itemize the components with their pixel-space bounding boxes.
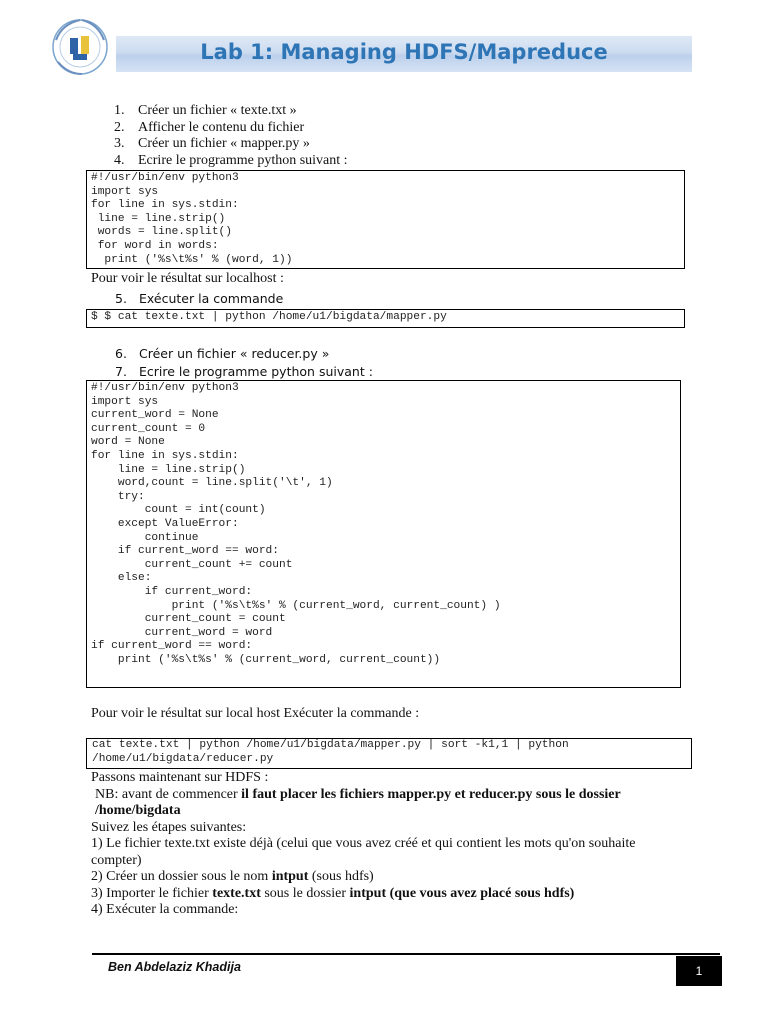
page-number: 1 xyxy=(676,956,722,986)
list-item: 3. Créer un fichier « mapper.py » xyxy=(114,136,310,151)
list-item: 7. Ecrire le programme python suivant : xyxy=(115,364,373,379)
list-item: 5. Exécuter la commande xyxy=(115,291,284,306)
follow-steps: Suivez les étapes suivantes: xyxy=(91,819,247,835)
title-banner xyxy=(116,36,692,72)
list-item: 1. Créer un fichier « texte.txt » xyxy=(114,103,297,118)
mapper-code-box xyxy=(86,170,685,269)
nb-note: NB: avant de commencer il faut placer les fichiers mapper.py et reducer.py sous le dossier /home/bigdata xyxy=(95,786,621,818)
footer-divider xyxy=(92,953,720,955)
command-box-2 xyxy=(86,738,692,769)
page-title: Lab 1: Managing HDFS/Mapreduce xyxy=(200,40,608,64)
hdfs-item-3: 3) Importer le fichier texte.txt sous le dossier intput (que vous avez placé sous hdfs) xyxy=(91,885,575,901)
hdfs-item-2: 2) Créer un dossier sous le nom intput (sous hdfs) xyxy=(91,869,374,884)
localhost-text-1: Pour voir le résultat sur localhost : xyxy=(91,271,284,286)
hdfs-item-4: 4) Exécuter la commande: xyxy=(91,902,239,917)
list-item: 6. Créer un fichier « reducer.py » xyxy=(115,346,330,361)
step-5 xyxy=(115,291,283,307)
reducer-code: #!/usr/bin/env python3 import sys current_word = None current_count = 0 word = None for line in sys.stdin: line = line.strip() word,count = line.split('\t', 1) try: count = int(count) except ValueError: continue if current_word == word: current_count += count else: if current_word: print ('%s\t%s' % (current_word, current_count) ) current_count = count current_word = word if current_word == word: print ('%s\t%s' % (current_word, current_count)) xyxy=(91,382,501,666)
command-2: cat texte.txt | python /home/u1/bigdata/mapper.py | sort -k1,1 | python /home/u1/bigdata/reducer.py xyxy=(92,739,569,765)
mapper-code: #!/usr/bin/env python3 import sys for line in sys.stdin: line = line.strip() words = line.split() for word in words: print ('%s\t%s' % (word, 1)) xyxy=(91,172,293,266)
footer-author: Ben Abdelaziz Khadija xyxy=(108,960,241,974)
reducer-code-box xyxy=(86,380,681,688)
command-1: $ $ cat texte.txt | python /home/u1/bigdata/mapper.py xyxy=(91,311,447,323)
command-box-1 xyxy=(86,309,685,328)
steps-list-a xyxy=(114,103,674,169)
hdfs-intro: Passons maintenant sur HDFS : xyxy=(91,770,269,785)
localhost-text-2: Pour voir le résultat sur local host Exécuter la commande : xyxy=(91,706,420,721)
institution-logo xyxy=(42,10,118,82)
list-item: 4. Ecrire le programme python suivant : xyxy=(114,152,348,168)
hdfs-item-1: 1) Le fichier texte.txt existe déjà (celui que vous avez créé et qui contient les mots qu'on souhaite compter) xyxy=(91,836,636,868)
list-item: 2. Afficher le contenu du fichier xyxy=(114,119,305,135)
hdfs-section xyxy=(91,770,651,919)
steps-6-7 xyxy=(115,346,373,380)
